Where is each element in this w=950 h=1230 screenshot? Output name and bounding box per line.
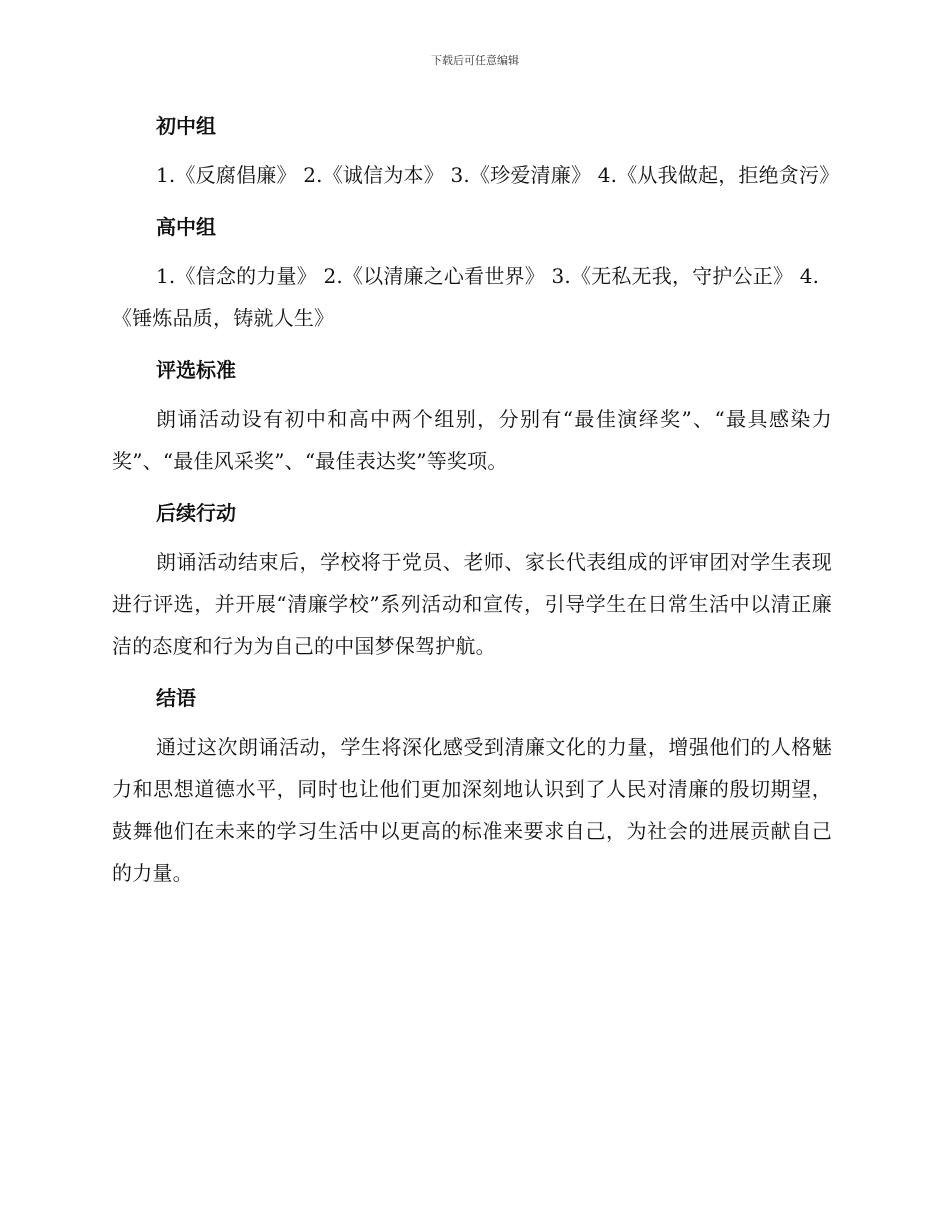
section-heading: 初中组: [156, 114, 216, 138]
section-paragraph: 1.《信念的力量》 2.《以清廉之心看世界》 3.《无私无我，守护公正》 4.《锤炼品质，铸就人生》: [112, 264, 820, 330]
section-conclusion: [112, 680, 832, 894]
section-criteria: [112, 352, 832, 482]
section-paragraph: 1.《反腐倡廉》 2.《诚信为本》 3.《珍爱清廉》 4.《从我做起，拒绝贪污》: [156, 163, 840, 187]
section-heading: 后续行动: [156, 501, 236, 525]
page-header: 下载后可任意编辑: [431, 54, 519, 67]
section-junior-group: [112, 108, 840, 196]
section-heading: 高中组: [156, 215, 216, 239]
section-paragraph: 通过这次朗诵活动，学生将深化感受到清廉文化的力量，增强他们的人格魅力和思想道德水平，同时也让他们更加深刻地认识到了人民对清廉的殷切期望，鼓舞他们在未来的学习生活中以更高的标准来要求自己，为社会的进展贡献自己的力量。: [112, 735, 832, 885]
section-paragraph: 朗诵活动结束后，学校将于党员、老师、家长代表组成的评审团对学生表现进行评选，并开展“清廉学校”系列活动和宣传，引导学生在日常生活中以清正廉洁的态度和行为为自己的中国梦保驾护航。: [112, 550, 832, 658]
section-heading: 评选标准: [156, 358, 236, 382]
section-follow-up: [112, 495, 832, 667]
section-paragraph: 朗诵活动设有初中和高中两个组别，分别有“最佳演绎奖”、“最具感染力奖”、“最佳风采奖”、“最佳表达奖”等奖项。: [112, 407, 832, 473]
section-heading: 结语: [156, 686, 196, 710]
section-senior-group: [112, 209, 832, 339]
document-body: [112, 108, 840, 907]
